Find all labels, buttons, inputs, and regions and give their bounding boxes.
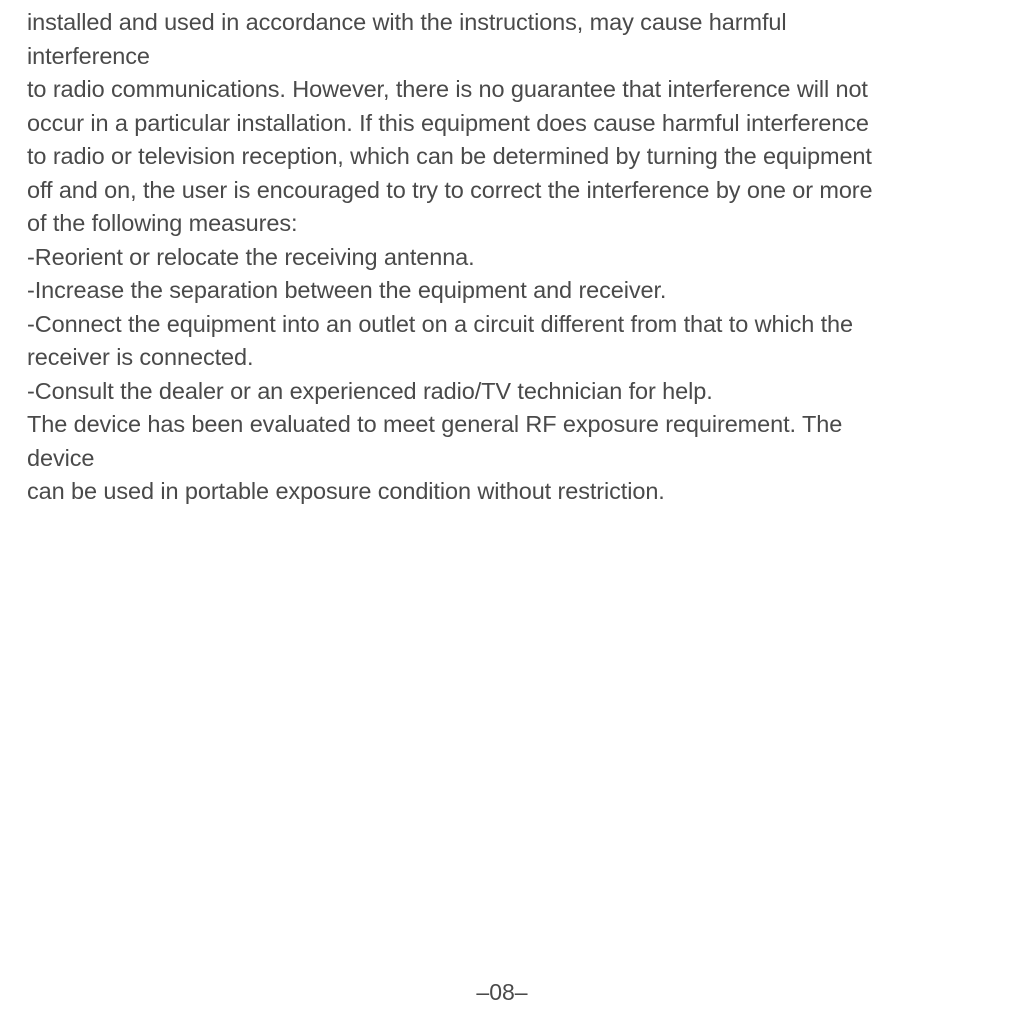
- document-body: [27, 6, 1007, 509]
- text-line: occur in a particular installation. If this equipment does cause harmful interference: [27, 109, 869, 136]
- measure-item: -Consult the dealer or an experienced radio/TV technician for help.: [27, 377, 713, 404]
- text-line: The device has been evaluated to meet general RF exposure requirement. The: [27, 411, 843, 437]
- text-line: to radio communications. However, there is no guarantee that interference will not: [27, 76, 868, 102]
- text-line: interference: [27, 42, 150, 69]
- measure-item: -Connect the equipment into an outlet on a circuit different from that to which the: [27, 310, 853, 337]
- measure-item: -Increase the separation between the equipment and receiver.: [27, 277, 667, 303]
- text-line: device: [27, 444, 95, 471]
- text-line: receiver is connected.: [27, 344, 254, 370]
- text-line: installed and used in accordance with the instructions, may cause harmful: [27, 9, 787, 35]
- text-line: of the following measures:: [27, 210, 298, 236]
- page-number: –08–: [476, 979, 528, 1005]
- measure-item: -Reorient or relocate the receiving antenna.: [27, 243, 475, 270]
- text-line: to radio or television reception, which can be determined by turning the equipment: [27, 143, 872, 169]
- text-line: off and on, the user is encouraged to try to correct the interference by one or more: [27, 176, 873, 203]
- text-line: can be used in portable exposure condition without restriction.: [27, 478, 665, 504]
